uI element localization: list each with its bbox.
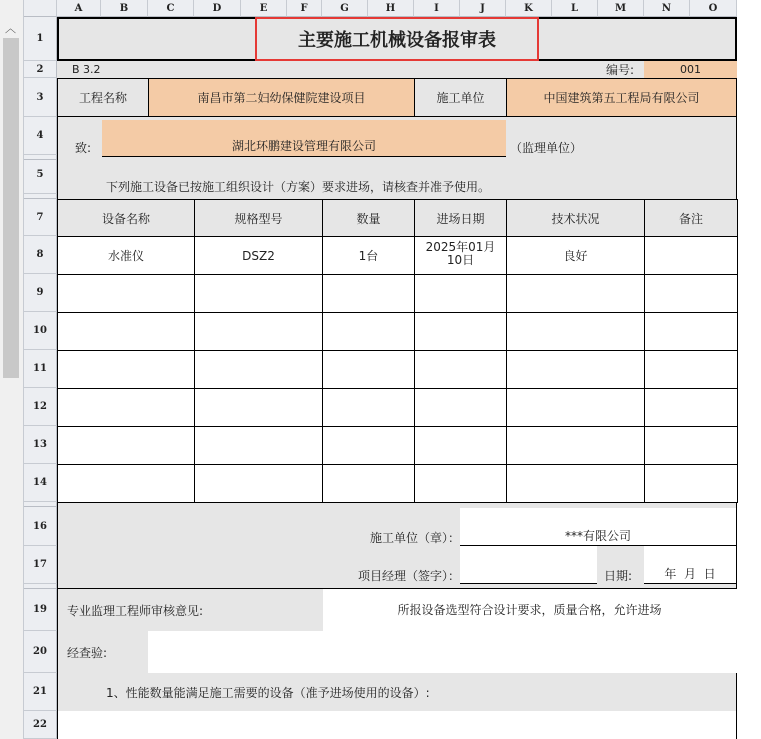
inspection-label: 经查验: <box>57 631 148 673</box>
row-header-20[interactable]: 20 <box>24 631 57 673</box>
equipment-status-cell[interactable]: 良好 <box>506 236 645 275</box>
hidden-row-marker <box>24 155 57 160</box>
equipment-name-cell[interactable] <box>57 274 195 313</box>
hidden-row-marker <box>24 194 57 199</box>
column-header-b[interactable]: B <box>101 0 148 17</box>
row-header-12[interactable]: 12 <box>24 388 57 426</box>
column-header-m[interactable]: M <box>598 0 644 17</box>
hidden-row-marker <box>24 584 57 589</box>
date-value[interactable]: 年 月 日 <box>644 546 736 584</box>
equipment-remark-cell[interactable] <box>644 388 738 427</box>
contractor-stamp-label: 施工单位（章）： <box>369 530 460 545</box>
to-value[interactable]: 湖北环鹏建设管理有限公司 <box>102 120 506 157</box>
equipment-model-cell[interactable]: DSZ2 <box>194 236 323 275</box>
row-header-22[interactable]: 22 <box>24 711 57 739</box>
select-all-corner[interactable] <box>24 0 57 17</box>
engineer-opinion-label: 专业监理工程师审核意见: <box>57 589 323 631</box>
equipment-name-cell[interactable] <box>57 388 195 427</box>
row-header-14[interactable]: 14 <box>24 464 57 502</box>
row-header-2[interactable]: 2 <box>24 61 57 78</box>
equipment-qty-cell[interactable]: 1台 <box>322 236 415 275</box>
equipment-model-cell[interactable] <box>194 312 323 351</box>
column-header-g[interactable]: G <box>322 0 368 17</box>
pm-signature-field[interactable] <box>460 546 597 584</box>
equipment-qty-cell[interactable] <box>322 388 415 427</box>
equipment-date-cell[interactable] <box>414 388 507 427</box>
equipment-remark-cell[interactable] <box>644 350 738 389</box>
column-header-d[interactable]: D <box>194 0 241 17</box>
inspection-value[interactable] <box>148 631 736 673</box>
column-header-c[interactable]: C <box>148 0 194 17</box>
table-header-name: 设备名称 <box>57 199 195 237</box>
equipment-name-cell[interactable] <box>57 464 195 503</box>
engineer-opinion-value[interactable]: 所报设备选型符合设计要求，质量合格，允许进场 <box>323 589 736 631</box>
equipment-model-cell[interactable] <box>194 274 323 313</box>
collapse-chevron-icon[interactable]: ︿ <box>5 22 16 35</box>
column-header-h[interactable]: H <box>368 0 414 17</box>
column-header-l[interactable]: L <box>552 0 598 17</box>
title-highlight-box <box>255 17 539 61</box>
equipment-date-cell[interactable] <box>414 350 507 389</box>
supervision-unit-label: （监理单位） <box>510 140 583 155</box>
construction-unit-value[interactable]: 中国建筑第五工程局有限公司 <box>506 78 737 117</box>
equipment-remark-cell[interactable] <box>644 464 738 503</box>
column-header-n[interactable]: N <box>644 0 690 17</box>
equipment-qty-cell[interactable] <box>322 312 415 351</box>
row-header-3[interactable]: 3 <box>24 78 57 117</box>
equipment-model-cell[interactable] <box>194 388 323 427</box>
row-header-17[interactable]: 17 <box>24 546 57 584</box>
equipment-qty-cell[interactable] <box>322 426 415 465</box>
equipment-status-cell[interactable] <box>506 464 645 503</box>
intro-text: 下列施工设备已按施工组织设计（方案）要求进场，请核查并准予使用。 <box>106 179 491 194</box>
equipment-remark-cell[interactable] <box>644 236 738 275</box>
equipment-name-cell[interactable] <box>57 350 195 389</box>
number-value[interactable]: 001 <box>644 61 737 78</box>
equipment-date-cell[interactable]: 2025年01月10日 <box>414 236 507 275</box>
column-header-f[interactable]: F <box>287 0 322 17</box>
equipment-status-cell[interactable] <box>506 388 645 427</box>
column-header-k[interactable]: K <box>506 0 552 17</box>
equipment-qty-cell[interactable] <box>322 274 415 313</box>
contractor-stamp-value[interactable]: ***有限公司 <box>460 508 736 546</box>
project-name-label: 工程名称 <box>57 78 149 117</box>
equipment-date-cell[interactable] <box>414 426 507 465</box>
item-1-text: 1、性能数量能满足施工需要的设备（准予进场使用的设备）: <box>57 673 737 711</box>
equipment-status-cell[interactable] <box>506 274 645 313</box>
form-code: B 3.2 <box>72 63 101 76</box>
equipment-qty-cell[interactable] <box>322 350 415 389</box>
row-header-16[interactable]: 16 <box>24 507 57 546</box>
equipment-remark-cell[interactable] <box>644 426 738 465</box>
table-header-remark: 备注 <box>644 199 738 237</box>
equipment-remark-cell[interactable] <box>644 274 738 313</box>
equipment-remark-cell[interactable] <box>644 312 738 351</box>
project-name-value[interactable]: 南昌市第二妇幼保健院建设项目 <box>148 78 415 117</box>
equipment-name-cell[interactable] <box>57 426 195 465</box>
left-panel-strip[interactable] <box>0 0 24 739</box>
equipment-status-cell[interactable] <box>506 426 645 465</box>
scroll-track[interactable] <box>3 38 19 378</box>
table-header-qty: 数量 <box>322 199 415 237</box>
row-header-10[interactable]: 10 <box>24 312 57 350</box>
row-header-7[interactable]: 7 <box>24 199 57 236</box>
row-header-13[interactable]: 13 <box>24 426 57 464</box>
hidden-row-marker <box>24 502 57 507</box>
table-header-date: 进场日期 <box>414 199 507 237</box>
date-label: 日期: <box>603 568 633 583</box>
equipment-name-cell[interactable] <box>57 312 195 351</box>
row-header-4[interactable]: 4 <box>24 117 57 155</box>
column-header-o[interactable]: O <box>690 0 737 17</box>
row-header-8[interactable]: 8 <box>24 236 57 274</box>
equipment-date-cell[interactable] <box>414 312 507 351</box>
row-22-cell[interactable] <box>57 711 737 739</box>
row-header-21[interactable]: 21 <box>24 673 57 711</box>
column-header-j[interactable]: J <box>460 0 506 17</box>
column-header-i[interactable]: I <box>414 0 460 17</box>
form-title: 主要施工机械设备报审表 <box>298 30 496 51</box>
number-label: 编号: <box>605 63 635 77</box>
pm-signature-label: 项目经理（签字）： <box>357 568 460 583</box>
equipment-name-cell[interactable]: 水准仪 <box>57 236 195 275</box>
column-header-a[interactable]: A <box>57 0 101 17</box>
equipment-model-cell[interactable] <box>194 350 323 389</box>
construction-unit-label: 施工单位 <box>414 78 507 117</box>
equipment-model-cell[interactable] <box>194 426 323 465</box>
table-header-model: 规格型号 <box>194 199 323 237</box>
to-label: 致: <box>74 140 92 155</box>
equipment-date-cell[interactable] <box>414 464 507 503</box>
row-header-19[interactable]: 19 <box>24 589 57 631</box>
row-header-11[interactable]: 11 <box>24 350 57 388</box>
row-header-1[interactable]: 1 <box>24 17 57 61</box>
equipment-status-cell[interactable] <box>506 350 645 389</box>
equipment-date-cell[interactable] <box>414 274 507 313</box>
row-header-9[interactable]: 9 <box>24 274 57 312</box>
column-header-e[interactable]: E <box>241 0 287 17</box>
equipment-status-cell[interactable] <box>506 312 645 351</box>
row-header-5[interactable]: 5 <box>24 155 57 194</box>
equipment-qty-cell[interactable] <box>322 464 415 503</box>
equipment-model-cell[interactable] <box>194 464 323 503</box>
table-header-status: 技术状况 <box>506 199 645 237</box>
